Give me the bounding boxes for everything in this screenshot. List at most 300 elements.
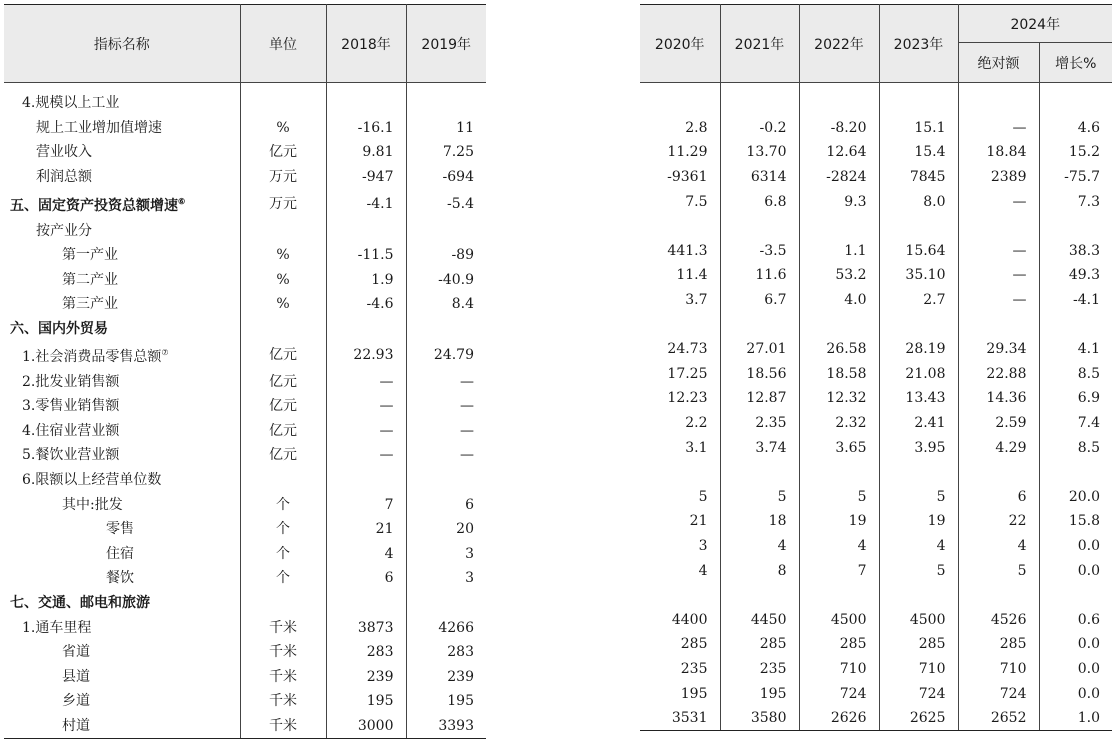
row-unit: [240, 83, 326, 116]
row-unit: 万元: [240, 189, 326, 218]
table-row: [640, 681, 1112, 706]
value-2019: -694: [442, 169, 474, 186]
table-row: [4, 394, 486, 419]
table-row: [640, 140, 1112, 165]
table-row: [640, 263, 1112, 288]
row-label-text: 第三产业: [62, 296, 118, 313]
table-row: [4, 292, 486, 317]
value-2021: 27.01: [720, 337, 799, 362]
table-row: [4, 341, 486, 369]
value-2021: 285: [720, 632, 799, 657]
row-label: [4, 443, 240, 468]
left-table-body: [4, 83, 486, 739]
value-2021: 6.8: [720, 189, 799, 214]
value-2023: [879, 83, 958, 116]
value-2024-absolute: 2389: [958, 165, 1039, 190]
row-label-text: 利润总额: [36, 169, 92, 186]
row-label-text: 第一产业: [62, 247, 118, 264]
value-2020: 3: [640, 534, 720, 559]
header-2019: 2019年: [406, 5, 486, 83]
table-row: [4, 542, 486, 567]
table-row: [640, 632, 1112, 657]
value-2022: 2.32: [799, 411, 879, 436]
value-2020: -9361: [640, 165, 720, 190]
value-2020: 441.3: [640, 239, 720, 264]
value-2023: 4: [879, 534, 958, 559]
header-2021: 2021年: [720, 5, 799, 83]
row-unit: [240, 218, 326, 243]
value-2022: 4500: [799, 607, 879, 632]
value-2022: 18.58: [799, 362, 879, 387]
value-2024-growth: [1039, 83, 1112, 116]
value-2024-growth: 7.3: [1077, 193, 1101, 210]
row-label: [4, 218, 240, 243]
value-2024-growth: [1039, 583, 1112, 608]
value-2024-absolute: 2.59: [958, 411, 1039, 436]
header-2024: 2024年: [958, 5, 1112, 43]
table-row: [640, 189, 1112, 214]
value-2023: 15.1: [879, 116, 958, 141]
value-2020: 3.1: [640, 435, 720, 460]
value-2021: [720, 583, 799, 608]
value-2018: 1.9: [326, 268, 406, 293]
value-2021: -0.2: [720, 116, 799, 141]
value-2024-absolute: 285: [958, 632, 1039, 657]
value-2023: 13.43: [879, 386, 958, 411]
table-row: [4, 83, 486, 116]
value-2024-growth: 0.6: [1077, 611, 1101, 628]
value-2024-growth: 0.0: [1077, 537, 1101, 554]
table-row: [640, 607, 1112, 632]
value-2023: [879, 460, 958, 485]
value-2022: 7: [799, 558, 879, 583]
value-2024-absolute: [958, 214, 1039, 239]
value-2022: [799, 460, 879, 485]
row-label: [4, 341, 240, 369]
value-2024-growth: 0.0: [1077, 636, 1101, 653]
table-row: [640, 657, 1112, 682]
value-2021: 18: [720, 509, 799, 534]
row-label-text: 1.通车里程: [22, 619, 92, 636]
row-label-text: 县道: [62, 668, 90, 685]
table-row: [4, 566, 486, 591]
value-2019: —: [460, 422, 474, 439]
row-label: [4, 140, 240, 165]
value-2020: 11.29: [640, 140, 720, 165]
table-row: [4, 517, 486, 542]
right-table-body: [640, 83, 1112, 731]
table-row: [640, 485, 1112, 510]
value-2019: —: [460, 373, 474, 390]
value-2023: 724: [879, 681, 958, 706]
row-label-text: 其中:批发: [62, 496, 123, 513]
value-2024-growth: 15.8: [1068, 513, 1101, 530]
value-2021: 4: [720, 534, 799, 559]
value-2023: 2.7: [879, 288, 958, 313]
value-2024-absolute: 4526: [958, 607, 1039, 632]
table-row: [4, 419, 486, 444]
table-row: [4, 218, 486, 243]
table-row: [4, 116, 486, 141]
row-label: [4, 615, 240, 640]
value-2023: 8.0: [879, 189, 958, 214]
value-2019: 195: [447, 693, 474, 710]
value-2019: 24.79: [433, 347, 474, 364]
value-2024-growth: 15.2: [1068, 144, 1101, 161]
value-2020: [640, 583, 720, 608]
value-2018: —: [326, 394, 406, 419]
table-row: [4, 640, 486, 665]
value-2024-absolute: 29.34: [958, 337, 1039, 362]
value-2021: 235: [720, 657, 799, 682]
row-unit: 千米: [240, 640, 326, 665]
row-unit: 亿元: [240, 140, 326, 165]
value-2019: -89: [451, 247, 474, 264]
value-2021: 6.7: [720, 288, 799, 313]
row-label-text: 6.限额以上经营单位数: [22, 472, 162, 489]
value-2023: [879, 214, 958, 239]
value-2024-absolute: [958, 460, 1039, 485]
value-2024-absolute: [958, 583, 1039, 608]
value-2019: -40.9: [438, 271, 474, 288]
value-2021: 3.74: [720, 435, 799, 460]
value-2023: 15.4: [879, 140, 958, 165]
row-label: [4, 369, 240, 394]
value-2020: 3531: [640, 706, 720, 731]
value-2018: [326, 83, 406, 116]
value-2024-absolute: 18.84: [958, 140, 1039, 165]
value-2024-absolute: —: [958, 288, 1039, 313]
value-2023: [879, 312, 958, 337]
value-2020: 2.2: [640, 411, 720, 436]
row-label: [4, 317, 240, 342]
row-label-text: 省道: [62, 644, 90, 661]
value-2019: 3393: [406, 714, 486, 739]
row-unit: [240, 317, 326, 342]
table-row: [4, 591, 486, 616]
value-2022: 12.32: [799, 386, 879, 411]
value-2020: 12.23: [640, 386, 720, 411]
header-unit: 单位: [240, 5, 326, 83]
table-row: [640, 214, 1112, 239]
footnote-mark: ⑦: [161, 348, 169, 358]
value-2024-growth: 20.0: [1068, 488, 1101, 505]
value-2021: [720, 312, 799, 337]
right-table: [640, 4, 1112, 731]
row-label-text: 零售: [106, 521, 134, 538]
value-2022: [799, 83, 879, 116]
value-2021: [720, 214, 799, 239]
header-growth: 增长%: [1039, 43, 1112, 83]
row-label-text: 村道: [62, 717, 90, 734]
row-unit: 个: [240, 566, 326, 591]
row-label: [4, 83, 240, 116]
value-2024-absolute: 724: [958, 681, 1039, 706]
value-2018: 4: [326, 542, 406, 567]
value-2020: 21: [640, 509, 720, 534]
value-2024-growth: [1039, 214, 1112, 239]
row-unit: 千米: [240, 689, 326, 714]
value-2022: 4: [799, 534, 879, 559]
table-row: [640, 312, 1112, 337]
header-2022: 2022年: [799, 5, 879, 83]
value-2024-growth: 38.3: [1068, 242, 1101, 259]
header-name: 指标名称: [4, 5, 240, 83]
value-2024-growth: 8.5: [1077, 439, 1101, 456]
value-2024-absolute: 6: [958, 485, 1039, 510]
table-row: [4, 468, 486, 493]
value-2022: -8.20: [799, 116, 879, 141]
value-2018: -4.6: [326, 292, 406, 317]
value-2019: -5.4: [447, 195, 474, 212]
value-2024-growth: 7.4: [1077, 415, 1101, 432]
value-2018: 9.81: [326, 140, 406, 165]
value-2019: [406, 218, 486, 243]
header-2023: 2023年: [879, 5, 958, 83]
value-2018: [326, 591, 406, 616]
row-label-text: 规上工业增加值增速: [36, 119, 162, 136]
header-absolute: 绝对额: [958, 43, 1039, 83]
value-2024-absolute: —: [958, 189, 1039, 214]
value-2024-growth: 4.6: [1077, 119, 1101, 136]
value-2018: [326, 218, 406, 243]
table-row: [640, 83, 1112, 116]
value-2019: 8.4: [451, 296, 474, 313]
value-2019: 4266: [438, 619, 474, 636]
row-label-text: 住宿: [106, 545, 134, 562]
value-2019: 3: [465, 570, 474, 587]
value-2018: —: [326, 419, 406, 444]
table-row: [640, 558, 1112, 583]
table-row: [4, 615, 486, 640]
table-row: [4, 714, 486, 739]
value-2024-growth: 0.0: [1077, 562, 1101, 579]
value-2024-growth: [1039, 312, 1112, 337]
value-2019: —: [460, 447, 474, 464]
row-unit: 个: [240, 492, 326, 517]
row-label: [4, 591, 240, 616]
value-2024-absolute: 22: [958, 509, 1039, 534]
value-2022: 710: [799, 657, 879, 682]
row-unit: 亿元: [240, 443, 326, 468]
table-row: [640, 583, 1112, 608]
value-2020: 195: [640, 681, 720, 706]
row-label-text: 六、国内外贸易: [10, 321, 108, 338]
value-2022: 3.65: [799, 435, 879, 460]
value-2022: 9.3: [799, 189, 879, 214]
value-2023: [879, 583, 958, 608]
value-2023: 2.41: [879, 411, 958, 436]
value-2022: [799, 312, 879, 337]
value-2024-growth: [1039, 460, 1112, 485]
table-row: [4, 165, 486, 190]
row-unit: %: [240, 292, 326, 317]
row-label-text: 按产业分: [36, 222, 92, 239]
value-2018: [326, 317, 406, 342]
row-label-text: 2.批发业销售额: [22, 373, 120, 390]
row-label: [4, 689, 240, 714]
row-label: [4, 268, 240, 293]
value-2018: 3000: [326, 714, 406, 739]
row-unit: 个: [240, 542, 326, 567]
table-row: [4, 243, 486, 268]
value-2021: 8: [720, 558, 799, 583]
value-2021: 5: [720, 485, 799, 510]
row-unit: %: [240, 116, 326, 141]
value-2024-growth: 6.9: [1077, 390, 1101, 407]
table-row: [640, 435, 1112, 460]
value-2021: 195: [720, 681, 799, 706]
row-label: [4, 116, 240, 141]
value-2021: 2.35: [720, 411, 799, 436]
row-unit: 万元: [240, 165, 326, 190]
row-unit: 亿元: [240, 369, 326, 394]
value-2019: 7.25: [442, 144, 474, 161]
value-2022: 26.58: [799, 337, 879, 362]
row-label: [4, 468, 240, 493]
table-row: [640, 239, 1112, 264]
value-2019: [406, 591, 486, 616]
row-label-text: 第二产业: [62, 271, 118, 288]
value-2023: 5: [879, 558, 958, 583]
row-label-text: 七、交通、邮电和旅游: [10, 594, 150, 611]
row-label-text: 营业收入: [36, 144, 92, 161]
value-2024-absolute: 5: [958, 558, 1039, 583]
row-label: [4, 714, 240, 739]
value-2020: [640, 214, 720, 239]
table-row: [640, 288, 1112, 313]
row-label: [4, 664, 240, 689]
table-row: [640, 337, 1112, 362]
value-2020: [640, 460, 720, 485]
value-2020: 4400: [640, 607, 720, 632]
value-2020: 235: [640, 657, 720, 682]
row-unit: [240, 591, 326, 616]
value-2024-absolute: 2652: [958, 706, 1039, 731]
row-label-text: 4.规模以上工业: [22, 95, 120, 112]
value-2023: 15.64: [879, 239, 958, 264]
table-row: [4, 317, 486, 342]
value-2024-growth: 0.0: [1077, 685, 1101, 702]
value-2018: 195: [326, 689, 406, 714]
row-label-text: 3.零售业销售额: [22, 398, 120, 415]
row-unit: 个: [240, 517, 326, 542]
value-2018: -4.1: [326, 189, 406, 218]
value-2018: 7: [326, 492, 406, 517]
value-2021: 18.56: [720, 362, 799, 387]
value-2019: [406, 468, 486, 493]
value-2024-absolute: —: [958, 239, 1039, 264]
value-2021: 6314: [720, 165, 799, 190]
row-unit: %: [240, 243, 326, 268]
value-2024-absolute: 22.88: [958, 362, 1039, 387]
value-2022: 19: [799, 509, 879, 534]
value-2019: 6: [465, 496, 474, 513]
value-2024-growth: -4.1: [1073, 292, 1101, 309]
value-2021: 12.87: [720, 386, 799, 411]
row-unit: %: [240, 268, 326, 293]
row-label-text: 5.餐饮业营业额: [22, 447, 120, 464]
value-2024-growth: 8.5: [1077, 365, 1101, 382]
value-2020: 2.8: [640, 116, 720, 141]
value-2024-absolute: 710: [958, 657, 1039, 682]
value-2018: —: [326, 443, 406, 468]
value-2024-absolute: 4: [958, 534, 1039, 559]
value-2022: 285: [799, 632, 879, 657]
value-2020: [640, 312, 720, 337]
value-2024-absolute: [958, 312, 1039, 337]
table-row: [640, 362, 1112, 387]
value-2019: [406, 317, 486, 342]
value-2020: 17.25: [640, 362, 720, 387]
value-2021: -3.5: [720, 239, 799, 264]
value-2018: 22.93: [326, 341, 406, 369]
value-2022: 5: [799, 485, 879, 510]
value-2024-absolute: [958, 83, 1039, 116]
value-2023: 19: [879, 509, 958, 534]
row-label: [4, 165, 240, 190]
value-2023: 35.10: [879, 263, 958, 288]
value-2019: 20: [456, 521, 474, 538]
value-2019: 11: [456, 119, 474, 136]
value-2018: -11.5: [326, 243, 406, 268]
value-2022: -2824: [799, 165, 879, 190]
table-row: [4, 492, 486, 517]
table-row: [640, 116, 1112, 141]
value-2023: 710: [879, 657, 958, 682]
row-label: [4, 419, 240, 444]
row-label: [4, 243, 240, 268]
header-2020: 2020年: [640, 5, 720, 83]
table-row: [4, 443, 486, 468]
value-2023: 4500: [879, 607, 958, 632]
row-label-text: 1.社会消费品零售总额: [22, 349, 162, 366]
table-row: [4, 664, 486, 689]
value-2020: 3.7: [640, 288, 720, 313]
value-2019: —: [460, 398, 474, 415]
table-row: [4, 140, 486, 165]
value-2019: 239: [447, 668, 474, 685]
table-row: [640, 460, 1112, 485]
table-row: [4, 689, 486, 714]
row-label-text: 餐饮: [106, 570, 134, 587]
row-label: [4, 394, 240, 419]
value-2022: [799, 214, 879, 239]
value-2020: 4: [640, 558, 720, 583]
row-unit: 千米: [240, 615, 326, 640]
table-row: [4, 189, 486, 218]
value-2024-growth: 0.0: [1077, 660, 1101, 677]
table-row: [640, 534, 1112, 559]
table-row: [640, 509, 1112, 534]
row-unit: [240, 468, 326, 493]
table-row: [4, 369, 486, 394]
value-2022: 724: [799, 681, 879, 706]
value-2018: 6: [326, 566, 406, 591]
value-2023: 285: [879, 632, 958, 657]
value-2018: 283: [326, 640, 406, 665]
row-unit: 亿元: [240, 394, 326, 419]
value-2021: [720, 460, 799, 485]
row-label: [4, 292, 240, 317]
value-2020: 7.5: [640, 189, 720, 214]
footnote-mark: ⑥: [178, 196, 186, 207]
value-2024-absolute: —: [958, 116, 1039, 141]
value-2021: 11.6: [720, 263, 799, 288]
value-2023: 21.08: [879, 362, 958, 387]
value-2020: 24.73: [640, 337, 720, 362]
value-2024-absolute: 14.36: [958, 386, 1039, 411]
